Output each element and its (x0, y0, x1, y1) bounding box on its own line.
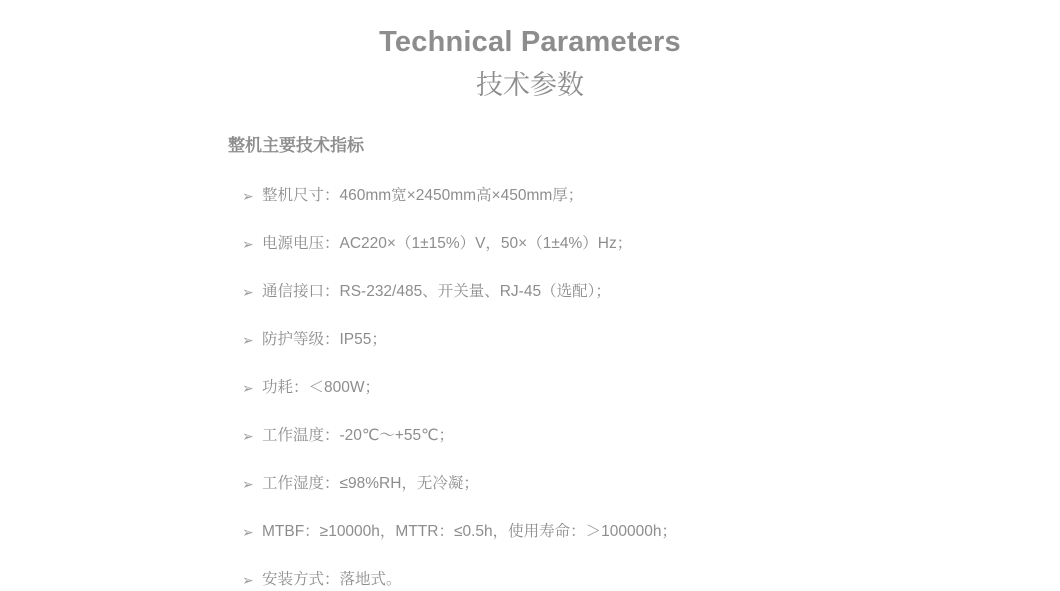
arrow-bullet-icon: ➢ (242, 236, 254, 252)
specifications-section (0, 134, 1060, 591)
list-item (228, 185, 1060, 207)
list-item (228, 425, 1060, 447)
list-item-text: MTBF：≥10000h，MTTR：≤0.5h，使用寿命：＞100000h； (262, 523, 677, 540)
list-item-text: 安装方式：落地式。 (262, 571, 402, 588)
list-item-text: 整机尺寸：460mm宽×2450mm高×450mm厚； (262, 187, 584, 204)
list-item (228, 521, 1060, 543)
arrow-bullet-icon: ➢ (242, 284, 254, 300)
page-title-chinese: 技术参数 (476, 70, 584, 100)
list-item (228, 377, 1060, 399)
arrow-bullet-icon: ➢ (242, 188, 254, 204)
specifications-list (228, 185, 1060, 591)
arrow-bullet-icon: ➢ (242, 572, 254, 588)
list-item (228, 329, 1060, 351)
list-item-text: 功耗：＜800W； (262, 379, 380, 396)
list-item-text: 防护等级：IP55； (262, 331, 387, 348)
arrow-bullet-icon: ➢ (242, 476, 254, 492)
list-item-text: 工作湿度：≤98%RH，无冷凝； (262, 475, 479, 492)
arrow-bullet-icon: ➢ (242, 524, 254, 540)
list-item (228, 569, 1060, 591)
list-item-text: 工作温度：-20℃～+55℃； (262, 427, 455, 444)
section-heading: 整机主要技术指标 (228, 136, 364, 155)
list-item-text: 通信接口：RS-232/485、开关量、RJ-45（选配）； (262, 283, 611, 300)
page-title-block (0, 0, 1060, 106)
list-item (228, 281, 1060, 303)
arrow-bullet-icon: ➢ (242, 428, 254, 444)
page-title-english: Technical Parameters (379, 26, 681, 58)
list-item-text: 电源电压：AC220×（1±15%）V，50×（1±4%）Hz； (262, 235, 633, 252)
list-item (228, 233, 1060, 255)
arrow-bullet-icon: ➢ (242, 332, 254, 348)
arrow-bullet-icon: ➢ (242, 380, 254, 396)
list-item (228, 473, 1060, 495)
